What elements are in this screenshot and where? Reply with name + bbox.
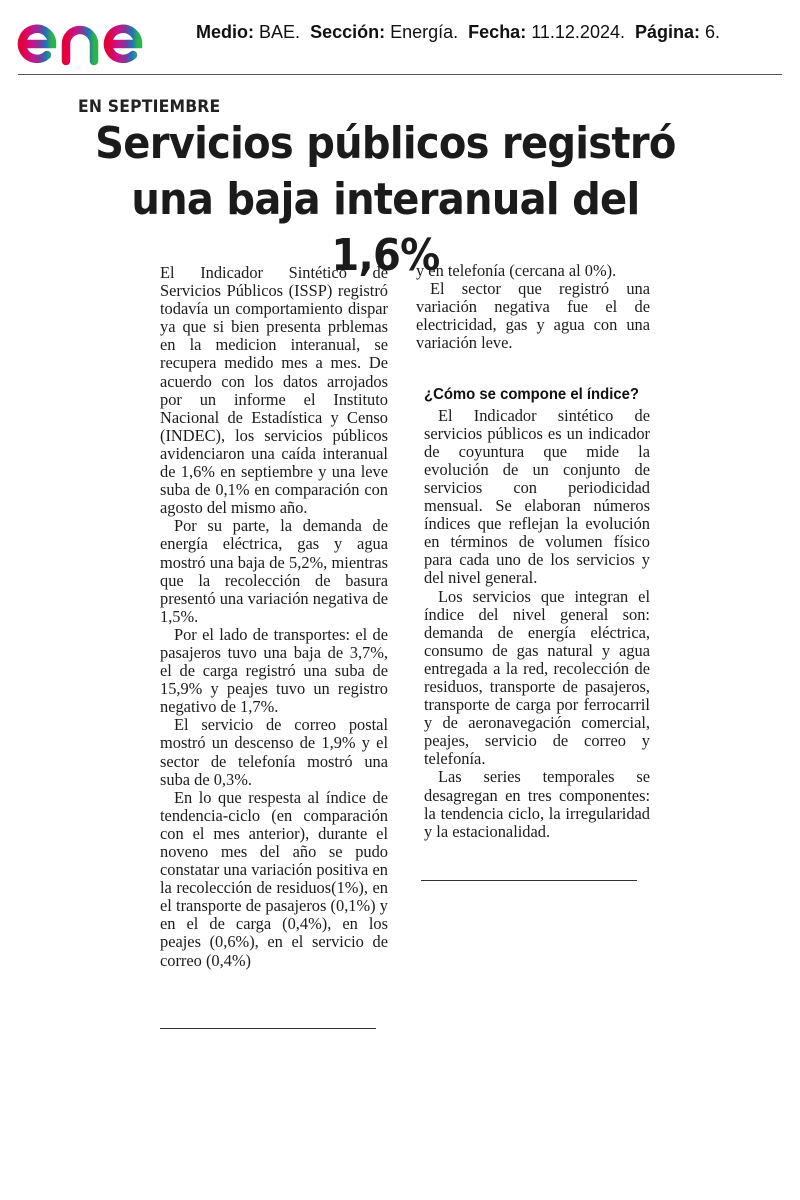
pagina-value: 6. (705, 22, 721, 42)
body-paragraph: El Indicador Sintético de Servicios Públicos (ISSP) registró todavía un comportamiento dispar ya que si bien presenta prblemas en la medicion interanual, se recupera medido mes a mes. De acuerdo con los datos arrojados por un informe el Instituto Nacional de Estadística y Censo (INDEC), los servicios públicos avidenciaron una caída interanual de 1,6% en septiembre y una leve suba de 0,1% en comparación con agosto del mismo año. (160, 263, 388, 518)
header-divider (18, 74, 782, 75)
article-kicker: EN SEPTIEMBRE (78, 97, 221, 117)
box-paragraph: Las series temporales se desagregan en tres componentes: la tendencia ciclo, la irregularidad y la estacionalidad. (424, 767, 650, 841)
body-paragraph: Por el lado de transportes: el de pasajeros tuvo una baja de 3,7%, el de carga registró una suba de 15,9% y peajes tuvo un registro negativo de 1,7%. (160, 624, 388, 717)
box-title: ¿Cómo se compone el índice? (424, 386, 639, 404)
article-headline: Servicios públicos registró una baja interanual del 1,6% (95, 118, 676, 281)
column-end-rule (421, 880, 637, 881)
article-column-left (160, 264, 388, 970)
seccion-value: Energía. (390, 22, 459, 42)
box-paragraph: El Indicador sintético de servicios públicos es un indicador de coyuntura que mide la evolución de un conjunto de servicios con periodicidad mensual. Se elaboran números índices que reflejan la evolución en términos de volumen físico para cada uno de los servicios y del nivel general. (424, 405, 650, 588)
box-paragraph: Los servicios que integran el índice del nivel general son: demanda de energía eléctrica, consumo de gas natural y agua entregada a la red, recolección de residuos, transporte de pasajeros, transporte de carga por ferrocarril y de aeronavegación comercial, peajes, servicio de correo y telefonía. (424, 586, 650, 769)
seccion-label: Sección: (310, 22, 386, 42)
body-paragraph: y en telefonía (cercana al 0%). (416, 261, 617, 280)
fecha-value: 11.12.2024. (531, 22, 625, 42)
article-column-right (416, 262, 650, 841)
body-paragraph: El sector que registró una variación negativa fue el de electricidad, gas y agua con una variación leve. (416, 279, 650, 353)
medio-value: BAE. (259, 22, 301, 42)
body-paragraph: En lo que respesta al índice de tendencia-ciclo (en comparación con el mes anterior), durante el noveno mes del año se pudo constatar una variación positiva en la recolección de residuos(1%), en el transporte de pasajeros (0,1%) y en el de carga (0,4%), en los peajes (0,6%), en el servicio de correo (0,4%) (160, 787, 388, 970)
body-paragraph: El servicio de correo postal mostró un descenso de 1,9% y el sector de telefonía mostró una suba de 0,3%. (160, 715, 388, 789)
fecha-label: Fecha: (468, 22, 527, 42)
publication-meta (196, 22, 720, 43)
body-paragraph: Por su parte, la demanda de energía eléctrica, gas y agua mostró una baja de 5,2%, mientras que la recolección de basura presentó una variación negativa de 1,5%. (160, 516, 388, 626)
info-box (424, 386, 650, 840)
pagina-label: Página: (635, 22, 701, 42)
medio-label: Medio: (196, 22, 254, 42)
column-end-rule (160, 1028, 376, 1029)
enel-logo (16, 8, 172, 70)
